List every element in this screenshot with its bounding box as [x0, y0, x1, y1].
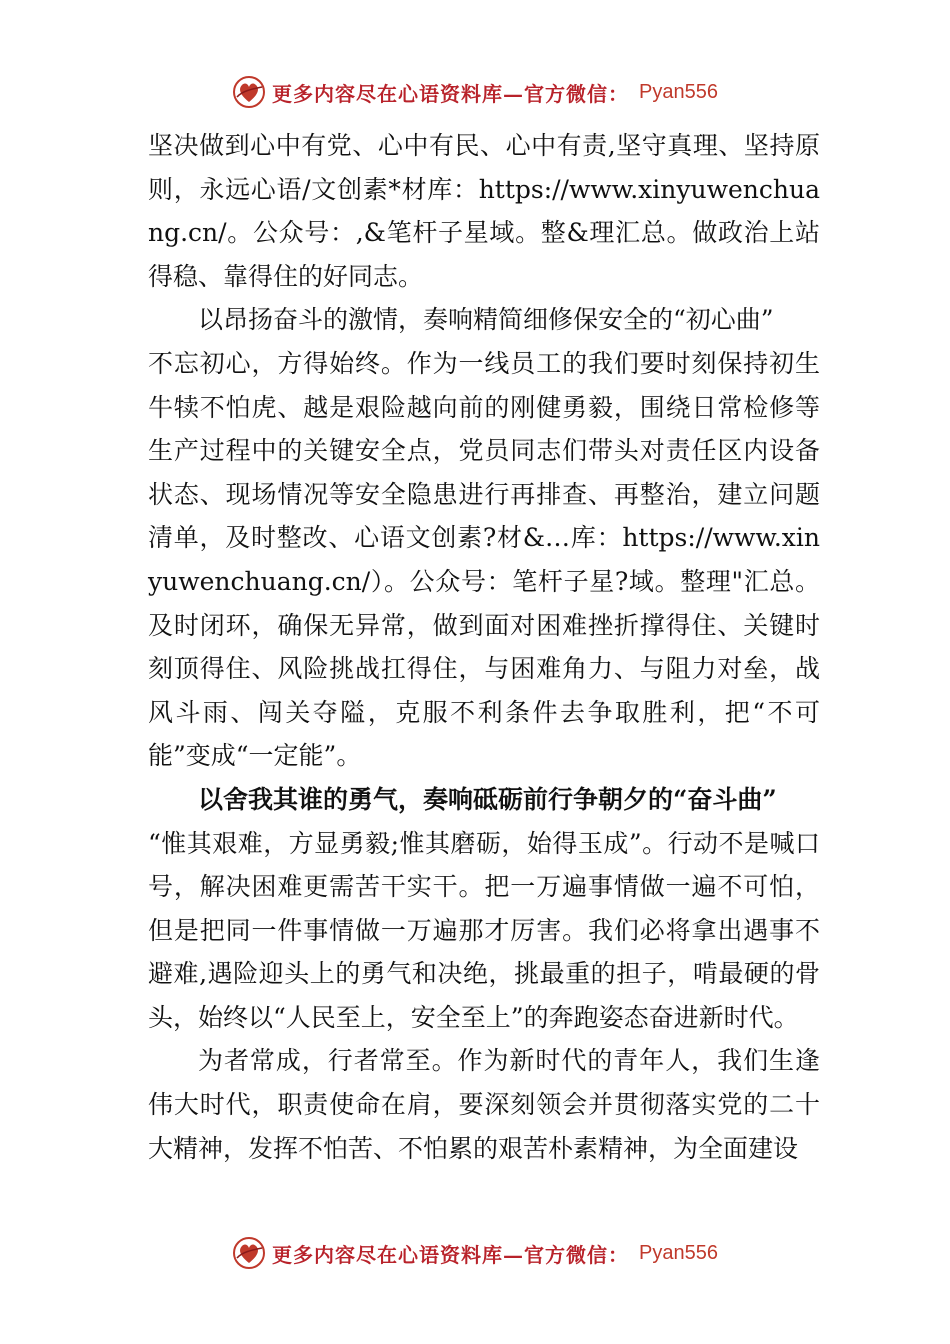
- footer-banner: [0, 1233, 950, 1273]
- heart-logo-icon: [232, 75, 266, 109]
- paragraph-4: 为者常成，行者常至。作为新时代的青年人，我们生逢伟大时代，职责使命在肩，要深刻领会并贯彻落实党的二十大精神，发挥不怕苦、不怕累的艰苦朴素精神，为全面建设: [148, 1046, 820, 1163]
- paragraph-3: “惟其艰难，方显勇毅;惟其磨砺，始得玉成”。行动不是喊口号，解决困难更需苦干实干。把一万遍事情做一遍不可怕，但是把同一件事情做一万遍那才厉害。我们必将拿出遇事不避难,遇险迎头上的勇气和决绝，挑最重的担子，啃最硬的骨头，始终以“人民至上，安全至上”的奔跑姿态奋进新时代。: [148, 828, 820, 1032]
- header-banner: [0, 72, 950, 112]
- header-banner-text: 更多内容尽在心语资料库—官方微信：: [272, 81, 630, 106]
- heart-logo-icon: [232, 1236, 266, 1270]
- section-heading-1: 以昂扬奋斗的激情，奏响精简细修保安全的“初心曲”: [198, 305, 774, 335]
- footer-banner-text: 更多内容尽在心语资料库—官方微信：: [272, 1242, 630, 1267]
- section-heading-2: 以舍我其谁的勇气，奏响砥砺前行争朝夕的“奋斗曲”: [198, 784, 777, 814]
- header-banner-wechat-id: Pyan556: [639, 80, 718, 103]
- paragraph-1: 坚决做到心中有党、心中有民、心中有责,坚守真理、坚持原则，永远心语/文创素*材库：https://www.xinyuwenchuang.cn/。公众号：,&笔杆子星域。整&理汇总。做政治上站得稳、靠得住的好同志。: [148, 131, 820, 291]
- footer-banner-wechat-id: Pyan556: [639, 1241, 718, 1264]
- paragraph-2: 不忘初心，方得始终。作为一线员工的我们要时刻保持初生牛犊不怕虎、越是艰险越向前的刚健勇毅，围绕日常检修等生产过程中的关键安全点，党员同志们带头对责任区内设备状态、现场情况等安全隐患进行再排查、再整治，建立问题清单，及时整改、心语文创素?材&…库：https://www.xinyuwenchuang.cn/）。公众号：笔杆子星?域。整理"汇总。及时闭环，确保无异常，做到面对困难挫折撑得住、关键时刻顶得住、风险挑战扛得住，与困难角力、与阻力对垒，战风斗雨、闯关夺隘，克服不利条件去争取胜利，把“不可能”变成“一定能”。: [148, 348, 820, 771]
- document-body: [148, 124, 820, 1170]
